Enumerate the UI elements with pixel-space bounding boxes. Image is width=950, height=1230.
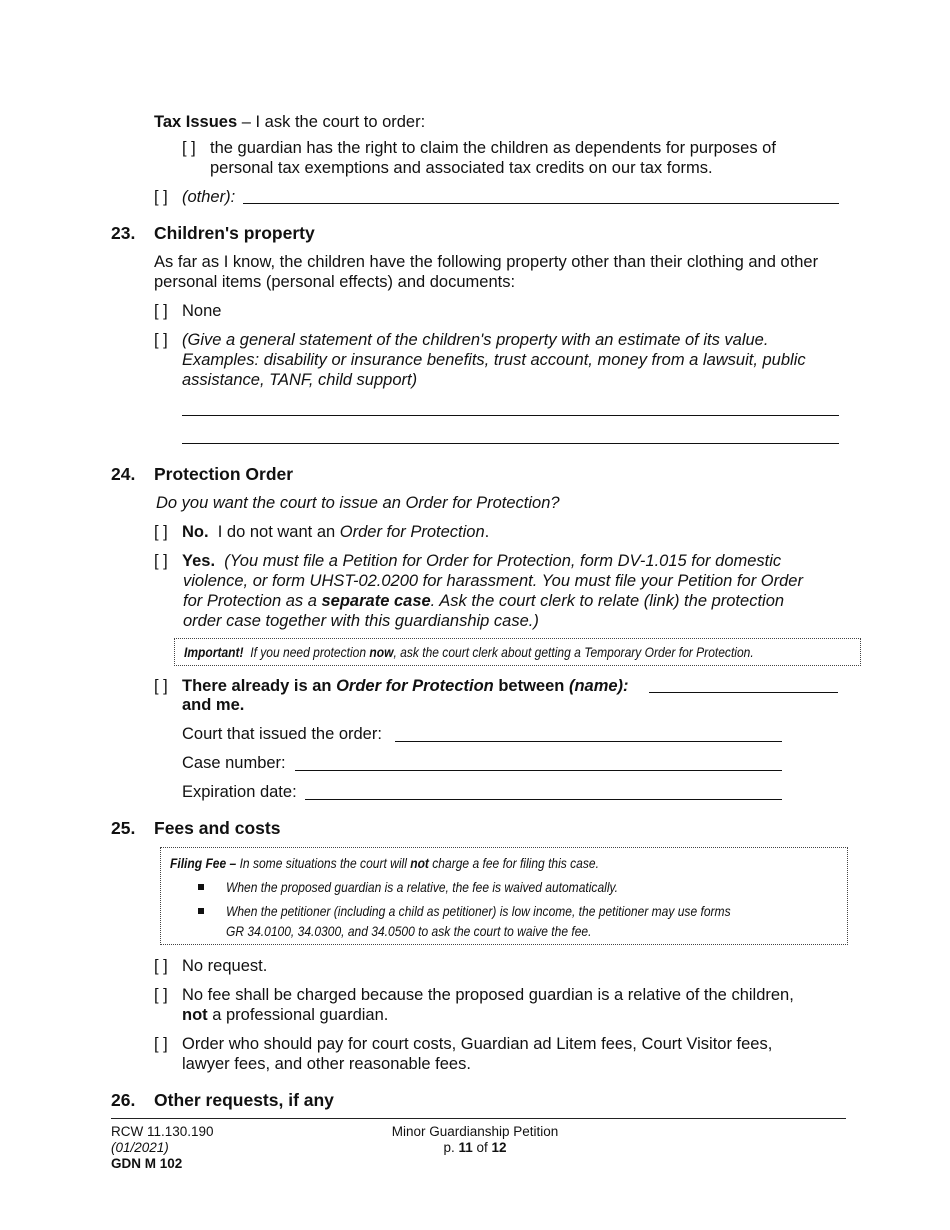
property-desc-checkbox[interactable]: [ ] [154,331,168,349]
fee-order-checkbox[interactable]: [ ] [154,1035,168,1053]
protection-yes-text: order case together with this guardianship case.) [183,612,539,630]
tax-option-checkbox[interactable]: [ ] [182,139,196,157]
fee-relative-label: not a professional guardian. [182,1006,389,1024]
protection-yes-text: for Protection as a separate case. Ask the court clerk to relate (link) the protection [183,592,785,610]
protection-yes-checkbox[interactable]: [ ] [154,552,168,570]
important-notice-text: Important! If you need protection now, ask the court clerk about getting a Temporary Order for Protection. [184,644,754,660]
footer-date: (01/2021) [111,1140,169,1155]
section-title: Children's property [154,223,315,243]
tax-other-label: (other): [182,188,236,206]
property-field-line-2[interactable] [182,443,839,444]
existing-order-checkbox[interactable]: [ ] [154,677,168,695]
property-desc-text: Examples: disability or insurance benefits, trust account, money from a lawsuit, public [182,351,806,369]
property-intro: personal items (personal effects) and documents: [154,273,516,291]
section-number: 23. [111,223,136,243]
section-number: 25. [111,818,136,838]
tax-other-field[interactable] [243,203,839,204]
section-title: Fees and costs [154,818,281,838]
tax-option-text: personal tax exemptions and associated tax credits on our tax forms. [210,159,713,177]
court-issued-label: Court that issued the order: [182,725,382,743]
filing-fee-bullet: When the proposed guardian is a relative, the fee is waived automatically. [226,879,618,895]
property-none-label: None [182,302,222,320]
fee-order-label: Order who should pay for court costs, Guardian ad Litem fees, Court Visitor fees, [182,1035,773,1053]
fee-no-request-label: No request. [182,957,268,975]
court-issued-field[interactable] [395,741,782,742]
fee-relative-label: No fee shall be charged because the proposed guardian is a relative of the children, [182,986,794,1004]
footer-form-number: GDN M 102 [111,1156,183,1171]
property-desc-text: (Give a general statement of the children's property with an estimate of its value. [182,331,769,349]
section-number: 24. [111,464,136,484]
filing-fee-notice-text: Filing Fee – In some situations the court will not charge a fee for filing this case. [170,855,599,871]
property-intro: As far as I know, the children have the following property other than their clothing and other [154,253,819,271]
section-number: 26. [111,1090,136,1110]
tax-other-checkbox[interactable]: [ ] [154,188,168,206]
bullet-icon [198,884,204,890]
case-number-field[interactable] [295,770,782,771]
fee-relative-checkbox[interactable]: [ ] [154,986,168,1004]
protection-yes-text: Yes. (You must file a Petition for Order for Protection, form DV-1.015 for domestic [182,552,782,570]
footer-page-number: p. 11 of 12 [443,1140,507,1155]
protection-no-text: No. I do not want an Order for Protection. [182,523,490,541]
filing-fee-bullet: When the petitioner (including a child as petitioner) is low income, the petitioner may use forms [226,903,731,919]
case-number-label: Case number: [182,754,286,772]
fee-order-label: lawyer fees, and other reasonable fees. [182,1055,471,1073]
footer-rcw: RCW 11.130.190 [111,1124,214,1139]
fee-no-request-checkbox[interactable]: [ ] [154,957,168,975]
tax-issues-heading: Tax Issues – I ask the court to order: [154,113,426,131]
protection-yes-text: violence, or form UHST-02.0200 for harassment. You must file your Petition for Order [183,572,803,590]
existing-order-text: and me. [182,696,245,714]
existing-order-text: There already is an Order for Protection between (name): [182,677,629,695]
bullet-icon [198,908,204,914]
property-desc-text: assistance, TANF, child support) [182,371,418,389]
expiration-date-label: Expiration date: [182,783,297,801]
property-none-checkbox[interactable]: [ ] [154,302,168,320]
filing-fee-bullet: GR 34.0100, 34.0300, and 34.0500 to ask the court to waive the fee. [226,923,592,939]
footer-doc-title: Minor Guardianship Petition [391,1124,559,1139]
protection-question: Do you want the court to issue an Order for Protection? [156,494,560,512]
section-title: Protection Order [154,464,294,484]
property-field-line-1[interactable] [182,415,839,416]
footer-rule [111,1118,846,1119]
expiration-date-field[interactable] [305,799,782,800]
existing-order-name-field[interactable] [649,692,838,693]
section-title: Other requests, if any [154,1090,334,1110]
protection-no-checkbox[interactable]: [ ] [154,523,168,541]
tax-option-text: the guardian has the right to claim the children as dependents for purposes of [210,139,776,157]
